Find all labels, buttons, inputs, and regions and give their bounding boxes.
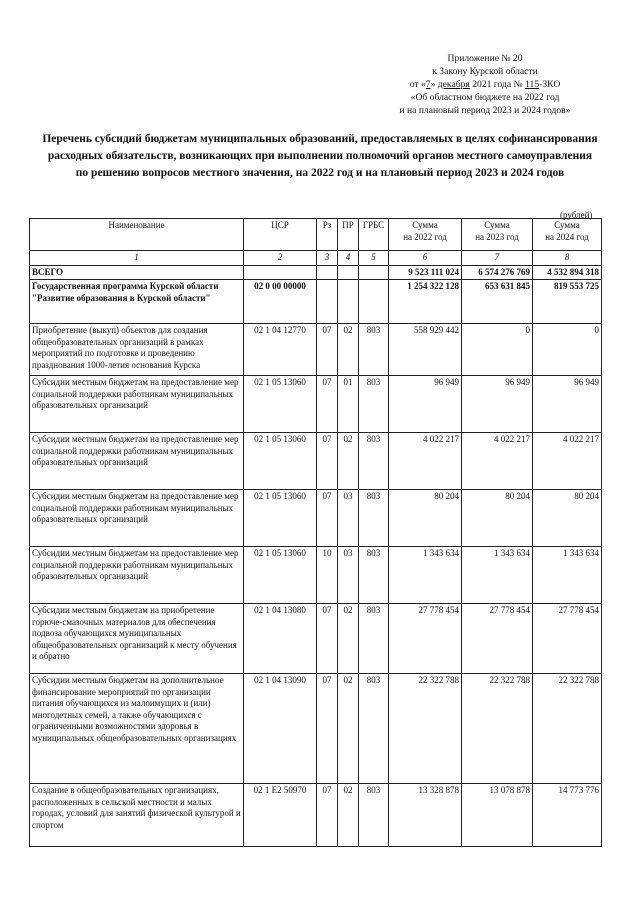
row-grbs: 803	[359, 604, 389, 674]
row-pr: 02	[338, 604, 359, 674]
table-row	[30, 784, 602, 847]
row-pr: 01	[338, 376, 359, 433]
row-name: Субсидии местным бюджетам на дополнительное финансирование мероприятий по организации питания обучающихся из малоимущих и (или) многодетных семей, а также обучающихся с ограниченными возможностями здоровья в муниципальных общеобразовательных организациях	[30, 674, 244, 784]
row-csr: 02 1 04 13080	[244, 604, 317, 674]
table-row	[30, 433, 602, 490]
row-rz: 07	[317, 490, 338, 547]
col-num: 8	[533, 251, 602, 266]
appendix-line-3: от «7» декабря 2021 года № 115-ЗКО	[409, 79, 561, 90]
col-num: 2	[244, 251, 317, 266]
row-sum-2023: 1 343 634	[462, 547, 533, 604]
col-num: 6	[389, 251, 462, 266]
program-name: Государственная программа Курской области "Развитие образования в Курской области"	[30, 280, 244, 324]
header-csr: ЦСР	[244, 219, 317, 251]
header-rz: Рз	[317, 219, 338, 251]
header-grbs: ГРБС	[359, 219, 389, 251]
row-pr: 02	[338, 784, 359, 847]
appendix-line-2: к Закону Курской области	[432, 66, 538, 77]
row-sum-2024: 27 778 454	[533, 604, 602, 674]
row-grbs: 803	[359, 433, 389, 490]
row-rz: 07	[317, 433, 338, 490]
row-sum-2022: 1 343 634	[389, 547, 462, 604]
program-sum-2022: 1 254 322 128	[389, 280, 462, 324]
row-rz: 10	[317, 547, 338, 604]
column-number-row	[30, 251, 602, 266]
document-title	[18, 131, 622, 182]
header-sum-2024: Сумма на 2024 год	[533, 219, 602, 251]
row-rz: 07	[317, 376, 338, 433]
row-rz: 07	[317, 604, 338, 674]
header-row	[30, 219, 602, 251]
total-row	[30, 265, 602, 280]
subsidies-table	[29, 218, 602, 847]
row-grbs: 803	[359, 324, 389, 376]
total-sum-2023: 6 574 276 769	[462, 265, 533, 280]
row-grbs: 803	[359, 784, 389, 847]
row-pr: 02	[338, 433, 359, 490]
program-sum-2023: 653 631 845	[462, 280, 533, 324]
row-sum-2024: 80 204	[533, 490, 602, 547]
row-sum-2023: 96 949	[462, 376, 533, 433]
header-sum-2022: Сумма на 2022 год	[389, 219, 462, 251]
title-line-2: расходных обязательств, возникающих при выполнении полномочий органов местного самоуправления	[47, 150, 593, 162]
row-name: Субсидии местным бюджетам на приобретение горюче-смазочных материалов для обеспечения подвоза обучающихся муниципальных общеобразовательных организаций к месту обучения и обратно	[30, 604, 244, 674]
row-sum-2022: 80 204	[389, 490, 462, 547]
table-row	[30, 324, 602, 376]
row-csr: 02 1 05 13060	[244, 490, 317, 547]
row-sum-2022: 27 778 454	[389, 604, 462, 674]
table-row	[30, 674, 602, 784]
row-name: Субсидии местным бюджетам на предоставление мер социальной поддержки работникам муниципальных образовательных организаций	[30, 433, 244, 490]
total-sum-2022: 9 523 111 024	[389, 265, 462, 280]
header-sum-2023: Сумма на 2023 год	[462, 219, 533, 251]
row-csr: 02 1 05 13060	[244, 376, 317, 433]
row-sum-2023: 80 204	[462, 490, 533, 547]
col-num: 5	[359, 251, 389, 266]
row-sum-2022: 558 929 442	[389, 324, 462, 376]
program-row	[30, 280, 602, 324]
row-sum-2022: 4 022 217	[389, 433, 462, 490]
row-sum-2023: 13 078 878	[462, 784, 533, 847]
row-pr: 03	[338, 547, 359, 604]
row-pr: 03	[338, 490, 359, 547]
row-csr: 02 1 E2 50970	[244, 784, 317, 847]
appendix-block	[380, 52, 590, 117]
row-pr: 02	[338, 674, 359, 784]
header-pr: ПР	[338, 219, 359, 251]
total-label: ВСЕГО	[30, 265, 244, 280]
row-sum-2022: 13 328 878	[389, 784, 462, 847]
col-num: 7	[462, 251, 533, 266]
col-num: 3	[317, 251, 338, 266]
program-sum-2024: 819 553 725	[533, 280, 602, 324]
row-sum-2024: 22 322 788	[533, 674, 602, 784]
col-num: 4	[338, 251, 359, 266]
row-rz: 07	[317, 674, 338, 784]
row-sum-2023: 0	[462, 324, 533, 376]
row-sum-2024: 4 022 217	[533, 433, 602, 490]
row-name: Создание в общеобразовательных организациях, расположенных в сельской местности и малых городах, условий для занятий физической культурой и спортом	[30, 784, 244, 847]
table-row	[30, 604, 602, 674]
row-grbs: 803	[359, 490, 389, 547]
row-sum-2024: 14 773 776	[533, 784, 602, 847]
col-num: 1	[30, 251, 244, 266]
program-csr: 02 0 00 00000	[244, 280, 317, 324]
title-line-1: Перечень субсидий бюджетам муниципальных образований, предоставляемых в целях софинансирования	[42, 133, 598, 145]
appendix-line-1: Приложение № 20	[447, 53, 523, 64]
row-sum-2023: 22 322 788	[462, 674, 533, 784]
row-sum-2023: 4 022 217	[462, 433, 533, 490]
title-line-3: по решению вопросов местного значения, на 2022 год и на плановый период 2023 и 2024 годов	[75, 167, 565, 179]
row-sum-2024: 1 343 634	[533, 547, 602, 604]
row-csr: 02 1 05 13060	[244, 547, 317, 604]
total-sum-2024: 4 532 894 318	[533, 265, 602, 280]
row-sum-2022: 96 949	[389, 376, 462, 433]
header-name: Наименование	[30, 219, 244, 251]
table-row	[30, 376, 602, 433]
row-sum-2023: 27 778 454	[462, 604, 533, 674]
row-grbs: 803	[359, 674, 389, 784]
row-sum-2024: 96 949	[533, 376, 602, 433]
row-grbs: 803	[359, 547, 389, 604]
row-sum-2022: 22 322 788	[389, 674, 462, 784]
row-sum-2024: 0	[533, 324, 602, 376]
row-name: Субсидии местным бюджетам на предоставление мер социальной поддержки работникам муниципальных образовательных организаций	[30, 490, 244, 547]
table-row	[30, 547, 602, 604]
appendix-line-5: и на плановый период 2023 и 2024 годов»	[399, 105, 571, 116]
row-pr: 02	[338, 324, 359, 376]
row-name: Субсидии местным бюджетам на предоставление мер социальной поддержки работникам муниципальных образовательных организаций	[30, 547, 244, 604]
row-csr: 02 1 05 13060	[244, 433, 317, 490]
unit-label: (рублей)	[560, 210, 593, 220]
row-grbs: 803	[359, 376, 389, 433]
row-csr: 02 1 04 13090	[244, 674, 317, 784]
row-name: Субсидии местным бюджетам на предоставление мер социальной поддержки работникам муниципальных образовательных организаций	[30, 376, 244, 433]
table-row	[30, 490, 602, 547]
row-name: Приобретение (выкуп) объектов для создания общеобразовательных организаций в рамках мероприятий по подготовке и проведению празднования 1000-летия основания Курска	[30, 324, 244, 376]
row-csr: 02 1 04 12770	[244, 324, 317, 376]
appendix-line-4: «Об областном бюджете на 2022 год	[410, 92, 560, 103]
row-rz: 07	[317, 324, 338, 376]
row-rz: 07	[317, 784, 338, 847]
